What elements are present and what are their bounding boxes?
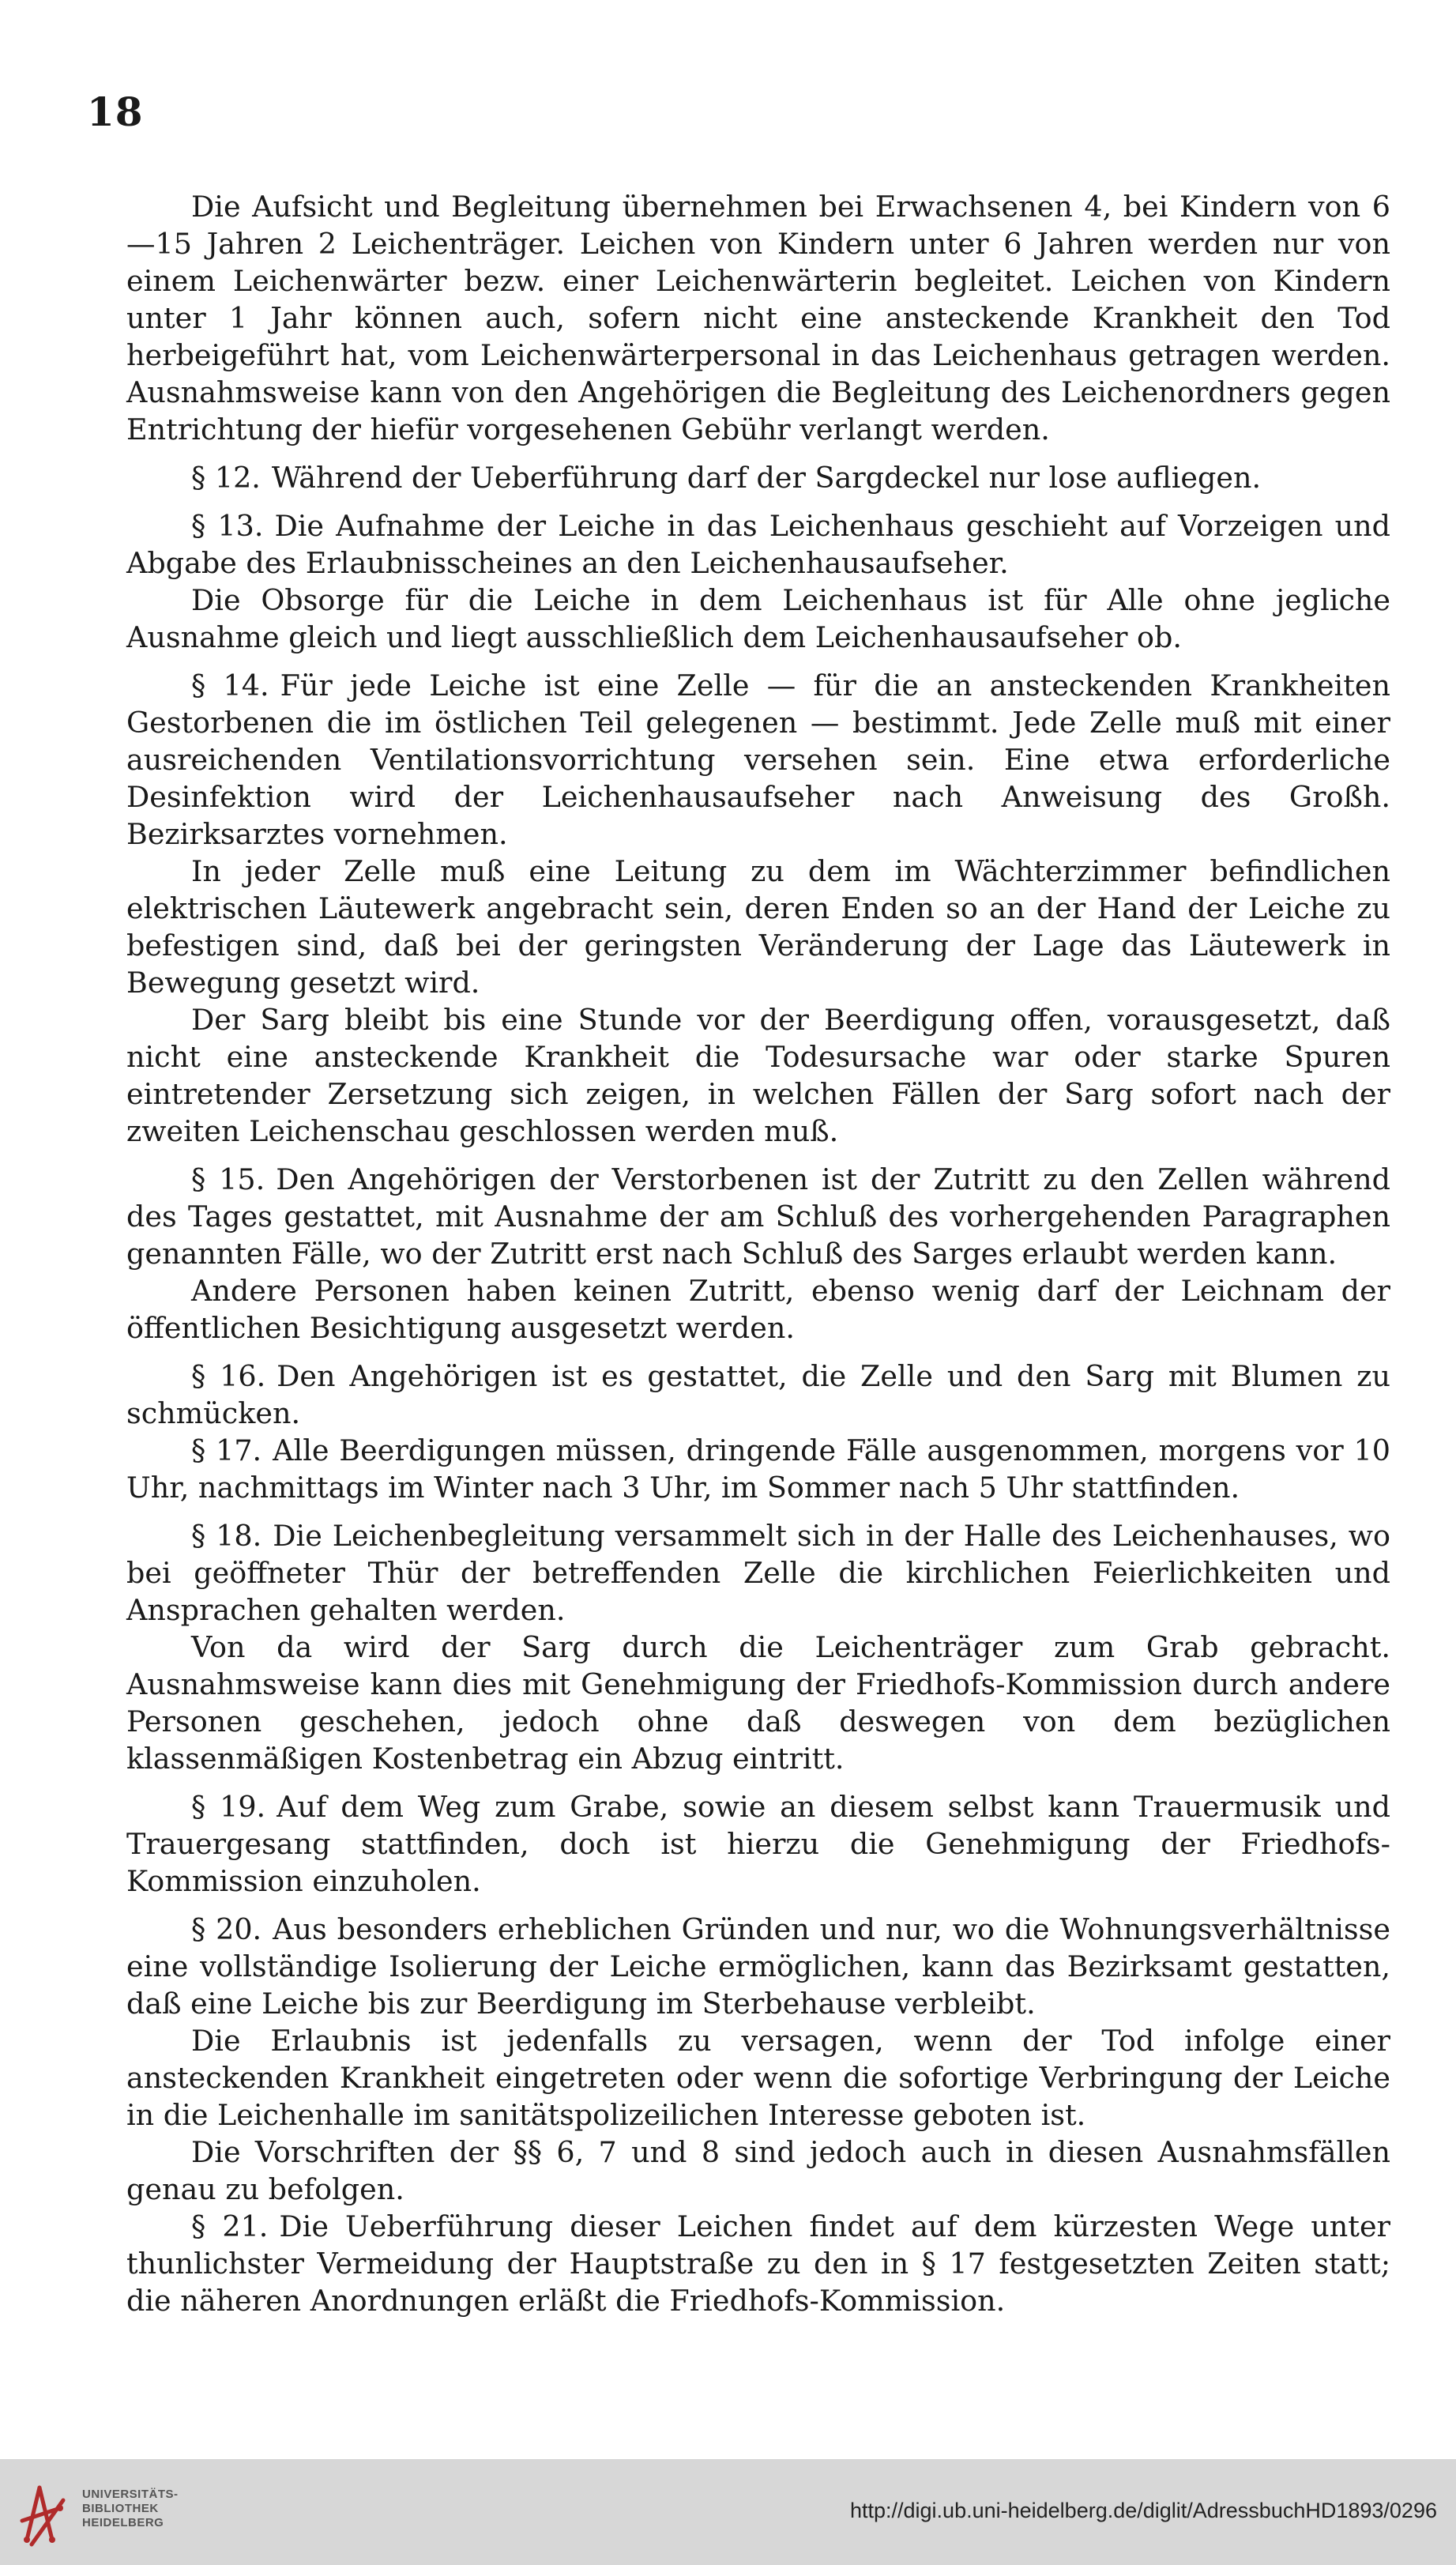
paragraph-section-20-cont-2 [126,2134,1390,2208]
section-label: § 12. [191,461,261,495]
paragraph-text: Die Aufnahme der Leiche in das Leichenhaus geschieht auf Vorzeigen und Abgabe des Erlaubnisscheines an den Leichenhausaufseher. [126,509,1390,580]
paragraph-text: Die Vorschriften der §§ 6, 7 und 8 sind jedoch auch in diesen Ausnahmsfällen genau zu befolgen. [126,2135,1390,2206]
paragraph-text: Andere Personen haben keinen Zutritt, ebenso wenig darf der Leichnam der öffentlichen Besichtigung ausgesetzt werden. [126,1274,1390,1345]
paragraph-section-13 [126,507,1390,582]
paragraph-section-17 [126,1432,1390,1506]
paragraph-text: Für jede Leiche ist eine Zelle — für die an ansteckenden Krankheiten Gestorbenen die im östlichen Teil gelegenen — bestimmt. Jede Zelle muß mit einer ausreichenden Ventilationsvorrichtung versehen sein. Eine etwa erforderliche Desinfektion wird der Leichenhausaufseher nach Anweisung des Großh. Bezirksarztes vornehmen. [126,669,1390,851]
section-label: § 19. [191,1790,266,1824]
section-label: § 13. [191,509,264,543]
paragraph-text: Die Obsorge für die Leiche in dem Leichenhaus ist für Alle ohne jegliche Ausnahme gleich und liegt ausschließlich dem Leichenhausaufseher ob. [126,583,1390,654]
paragraph-section-14 [126,667,1390,853]
logo-line-1: UNIVERSITÄTS- [82,2488,179,2501]
document-body [126,188,1390,2319]
paragraph-section-16 [126,1358,1390,1432]
paragraph-text: Alle Beerdigungen müssen, dringende Fälle ausgenommen, morgens vor 10 Uhr, nachmittags im Winter nach 3 Uhr, im Sommer nach 5 Uhr stattfinden. [126,1433,1390,1505]
paragraph-text: Von da wird der Sarg durch die Leichenträger zum Grab gebracht. Ausnahmsweise kann dies mit Genehmigung der Friedhofs-Kommission durch andere Personen geschehen, jedoch ohne daß deswegen von dem bezüglichen klassenmäßigen Kostenbetrag ein Abzug eintritt. [126,1630,1390,1776]
paragraph-text: In jeder Zelle muß eine Leitung zu dem im Wächterzimmer befindlichen elektrischen Läutewerk angebracht sein, deren Enden so an der Hand der Leiche zu befestigen sind, daß bei der geringsten Veränderung der Lage das Läutewerk in Bewegung gesetzt wird. [126,854,1390,1000]
paragraph-section-19 [126,1788,1390,1900]
paragraph-text: Den Angehörigen der Verstorbenen ist der Zutritt zu den Zellen während des Tages gestattet, mit Ausnahme der am Schluß des vorhergehenden Paragraphen genannten Fälle, wo der Zutritt erst nach Schluß des Sarges erlaubt werden kann. [126,1162,1391,1271]
paragraph-section-12 [126,459,1390,496]
paragraph-text: Der Sarg bleibt bis eine Stunde vor der Beerdigung offen, vorausgesetzt, daß nicht eine ansteckende Krankheit die Todesursache war oder starke Spuren eintretender Zersetzung sich zeigen, in welchen Fällen der Sarg sofort nach der zweiten Leichenschau geschlossen werden muß. [126,1003,1390,1148]
paragraph-section-13-cont [126,582,1390,656]
paragraph-text: Die Ueberführung dieser Leichen findet auf dem kürzesten Wege unter thunlichster Vermeidung der Hauptstraße zu den in § 17 festgesetzten Zeiten statt; die näheren Anordnungen erläßt die Friedhofs-Kommission. [126,2209,1391,2318]
section-label: § 14. [191,669,269,702]
paragraph-text: Auf dem Weg zum Grabe, sowie an diesem selbst kann Trauermusik und Trauergesang stattfinden, doch ist hierzu die Genehmigung der Friedhofs-Kommission einzuholen. [126,1790,1390,1898]
paragraph-text: Aus besonders erheblichen Gründen und nur, wo die Wohnungsverhältnisse eine vollständige Isolierung der Leiche ermöglichen, kann das Bezirksamt gestatten, daß eine Leiche bis zur Beerdigung im Sterbehause verbleibt. [126,1912,1390,2021]
paragraph-section-14-cont-2 [126,1001,1390,1150]
logo-line-2: BIBLIOTHEK [82,2502,159,2515]
section-label: § 18. [191,1519,262,1553]
section-label: § 21. [191,2209,269,2243]
section-label: § 15. [191,1162,265,1196]
paragraph-section-20 [126,1911,1390,2022]
paragraph-section-21 [126,2208,1390,2319]
paragraph-text: Die Erlaubnis ist jedenfalls zu versagen, wenn der Tod infolge einer ansteckenden Krankheit eingetreten oder wenn die sofortige Verbringung der Leiche in die Leichenhalle im sanitätspolizeilichen Interesse geboten ist. [126,2024,1390,2132]
section-label: § 20. [191,1912,262,1946]
footer-bar [0,2459,1456,2565]
page-number: 18 [87,89,144,135]
paragraph-section-14-cont-1 [126,853,1390,1001]
logo-line-3: HEIDELBERG [82,2516,164,2529]
section-label: § 17. [191,1433,262,1467]
paragraph-section-15 [126,1161,1390,1272]
paragraph-intro [126,188,1390,448]
paragraph-text: Während der Ueberführung darf der Sargdeckel nur lose aufliegen. [271,461,1262,495]
paragraph-text: Die Aufsicht und Begleitung übernehmen bei Erwachsenen 4, bei Kindern von 6—15 Jahren 2 Leichenträger. Leichen von Kindern unter 6 Jahren werden nur von einem Leichenwärter bezw. einer Leichenwärterin begleitet. Leichen von Kindern unter 1 Jahr können auch, sofern nicht eine ansteckende Krankheit den Tod herbeigeführt hat, vom Leichenwärterpersonal in das Leichenhaus getragen werden. Ausnahmsweise kann von den Angehörigen die Begleitung des Leichenordners gegen Entrichtung der hiefür vorgesehenen Gebühr verlangt werden. [126,190,1390,446]
section-label: § 16. [191,1359,266,1393]
paragraph-section-15-cont [126,1272,1390,1347]
permalink-url[interactable]: http://digi.ub.uni-heidelberg.de/diglit/AdressbuchHD1893/0296 [849,2499,1437,2522]
paragraph-section-20-cont-1 [126,2022,1390,2134]
paragraph-text: Die Leichenbegleitung versammelt sich in der Halle des Leichenhauses, wo bei geöffneter Thür der betreffenden Zelle die kirchlichen Feierlichkeiten und Ansprachen gehalten werden. [126,1519,1390,1627]
paragraph-section-18 [126,1517,1390,1629]
paragraph-text: Den Angehörigen ist es gestattet, die Zelle und den Sarg mit Blumen zu schmücken. [126,1359,1390,1430]
paragraph-section-18-cont [126,1629,1390,1777]
library-logo-text [82,2488,179,2530]
university-library-seal-icon [16,2476,73,2549]
